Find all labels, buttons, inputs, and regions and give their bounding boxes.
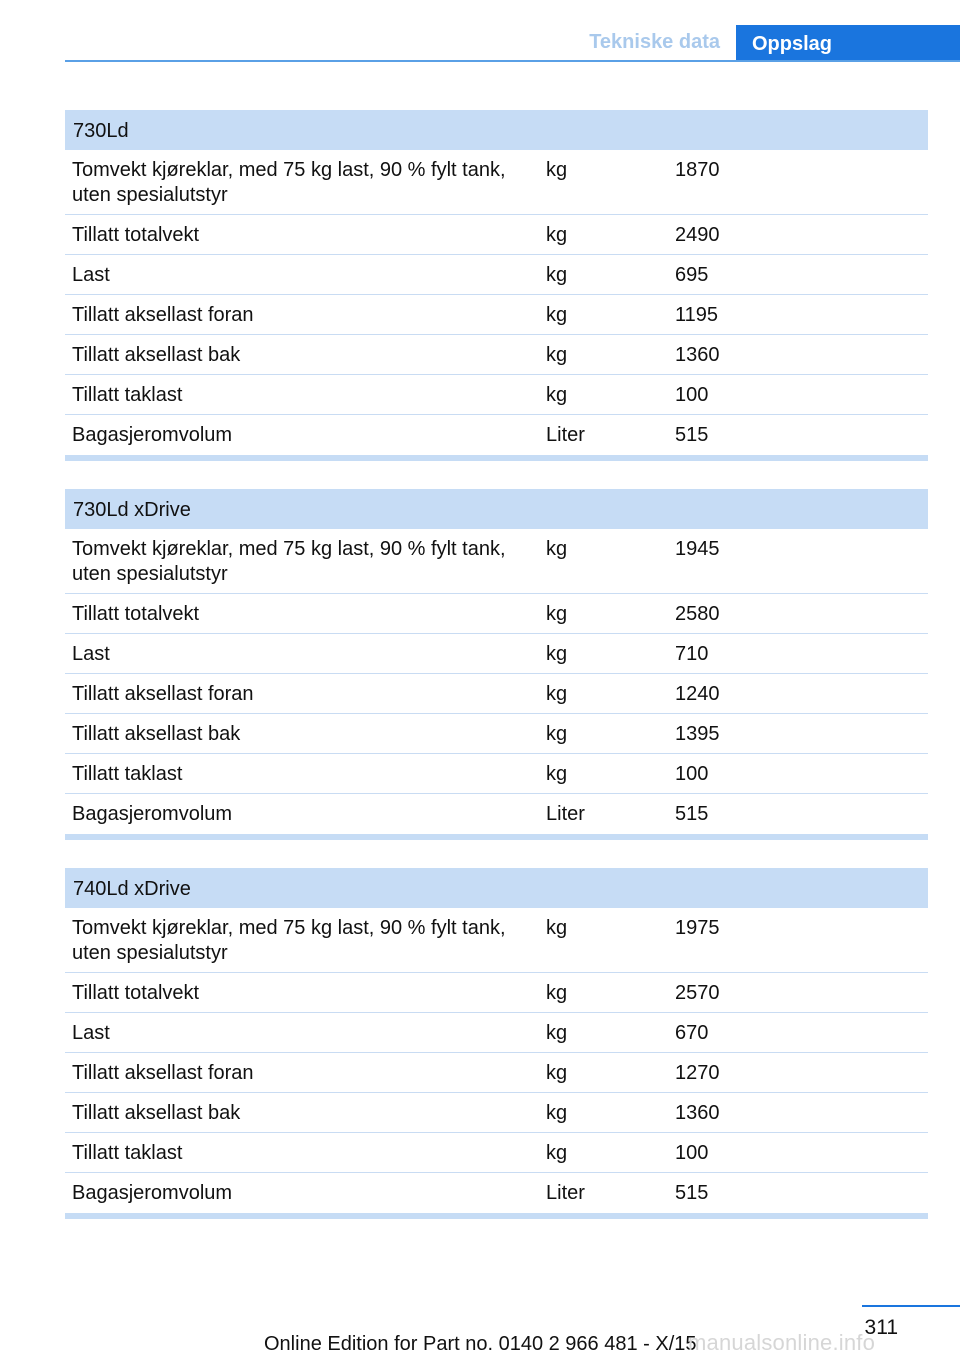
table-row <box>65 1093 928 1133</box>
row-label: Tillatt taklast <box>72 763 183 785</box>
row-label: Last <box>72 264 110 286</box>
row-label: Tomvekt kjøreklar, med 75 kg last, 90 % fylt tank, uten spesialutstyr <box>72 538 506 585</box>
row-value: 515 <box>675 424 709 446</box>
row-unit: kg <box>546 1102 568 1124</box>
page-number: 311 <box>864 1316 898 1339</box>
row-unit: kg <box>546 763 568 785</box>
row-unit: Liter <box>546 424 585 446</box>
table-title: 730Ld <box>65 110 928 150</box>
table-row <box>65 215 928 255</box>
row-value: 1195 <box>675 304 719 326</box>
table-row <box>65 634 928 674</box>
row-unit: kg <box>546 224 568 246</box>
table-row <box>65 335 928 375</box>
row-label: Tillatt totalvekt <box>72 603 200 625</box>
row-unit: kg <box>546 538 568 560</box>
row-value: 1270 <box>675 1062 720 1084</box>
row-unit: kg <box>546 917 568 939</box>
row-label: Tomvekt kjøreklar, med 75 kg last, 90 % fylt tank, uten spesialutstyr <box>72 159 506 206</box>
row-label: Tillatt aksellast foran <box>72 1062 254 1084</box>
row-label: Bagasjeromvolum <box>72 1182 233 1204</box>
table-row <box>65 754 928 794</box>
row-value: 1360 <box>675 1102 720 1124</box>
row-value: 1240 <box>675 683 720 705</box>
row-label: Tomvekt kjøreklar, med 75 kg last, 90 % fylt tank, uten spesialutstyr <box>72 917 506 964</box>
row-value: 2570 <box>675 982 720 1004</box>
row-value: 2580 <box>675 603 720 625</box>
edition-text: Online Edition for Part no. 0140 2 966 481 - X/15 <box>264 1333 697 1355</box>
row-label: Bagasjeromvolum <box>72 424 233 446</box>
header-divider <box>65 60 960 62</box>
row-value: 1360 <box>675 344 720 366</box>
chapter-tab: Oppslag <box>736 25 960 62</box>
row-unit: kg <box>546 159 568 181</box>
table-bottom-rule <box>65 455 928 461</box>
row-value: 2490 <box>675 224 720 246</box>
table-title: 730Ld xDrive <box>65 489 928 529</box>
row-value: 515 <box>675 803 709 825</box>
table-row <box>65 375 928 415</box>
spec-table-730ld-xdrive <box>65 489 928 840</box>
row-label: Tillatt aksellast bak <box>72 344 241 366</box>
row-label: Tillatt aksellast foran <box>72 683 254 705</box>
spec-table-740ld-xdrive <box>65 868 928 1219</box>
row-label: Tillatt taklast <box>72 1142 183 1164</box>
row-label: Bagasjeromvolum <box>72 803 233 825</box>
table-row <box>65 1053 928 1093</box>
watermark: manualsonline.info <box>688 1330 876 1355</box>
table-row <box>65 674 928 714</box>
table-bottom-rule <box>65 834 928 840</box>
row-label: Tillatt aksellast bak <box>72 1102 241 1124</box>
row-value: 710 <box>675 643 709 665</box>
row-value: 1870 <box>675 159 720 181</box>
row-unit: Liter <box>546 1182 585 1204</box>
footer-divider <box>862 1305 960 1307</box>
table-bottom-rule <box>65 1213 928 1219</box>
table-row <box>65 594 928 634</box>
table-title: 740Ld xDrive <box>65 868 928 908</box>
page-header <box>0 0 960 62</box>
spec-table-730ld <box>65 110 928 461</box>
row-unit: kg <box>546 723 568 745</box>
row-unit: kg <box>546 1062 568 1084</box>
row-value: 100 <box>675 384 709 406</box>
table-row <box>65 255 928 295</box>
table-row <box>65 973 928 1013</box>
row-unit: kg <box>546 1142 568 1164</box>
row-label: Tillatt taklast <box>72 384 183 406</box>
table-row <box>65 150 928 215</box>
table-row <box>65 908 928 973</box>
table-row <box>65 415 928 455</box>
table-row <box>65 295 928 335</box>
row-unit: kg <box>546 603 568 625</box>
row-unit: kg <box>546 643 568 665</box>
row-unit: kg <box>546 304 568 326</box>
row-value: 1395 <box>675 723 720 745</box>
row-unit: Liter <box>546 803 585 825</box>
table-row <box>65 1133 928 1173</box>
table-row <box>65 714 928 754</box>
row-label: Tillatt totalvekt <box>72 982 200 1004</box>
row-label: Tillatt aksellast bak <box>72 723 241 745</box>
table-row <box>65 1173 928 1213</box>
row-label: Last <box>72 1022 110 1044</box>
row-value: 100 <box>675 763 709 785</box>
row-unit: kg <box>546 344 568 366</box>
section-title: Tekniske data <box>589 31 720 53</box>
row-unit: kg <box>546 384 568 406</box>
row-unit: kg <box>546 1022 568 1044</box>
table-row <box>65 794 928 834</box>
table-row <box>65 1013 928 1053</box>
row-unit: kg <box>546 982 568 1004</box>
row-value: 670 <box>675 1022 709 1044</box>
row-unit: kg <box>546 683 568 705</box>
row-label: Last <box>72 643 110 665</box>
row-value: 1975 <box>675 917 720 939</box>
row-label: Tillatt aksellast foran <box>72 304 254 326</box>
table-row <box>65 529 928 594</box>
row-value: 695 <box>675 264 709 286</box>
row-value: 1945 <box>675 538 720 560</box>
row-unit: kg <box>546 264 568 286</box>
row-value: 515 <box>675 1182 709 1204</box>
row-value: 100 <box>675 1142 709 1164</box>
row-label: Tillatt totalvekt <box>72 224 200 246</box>
